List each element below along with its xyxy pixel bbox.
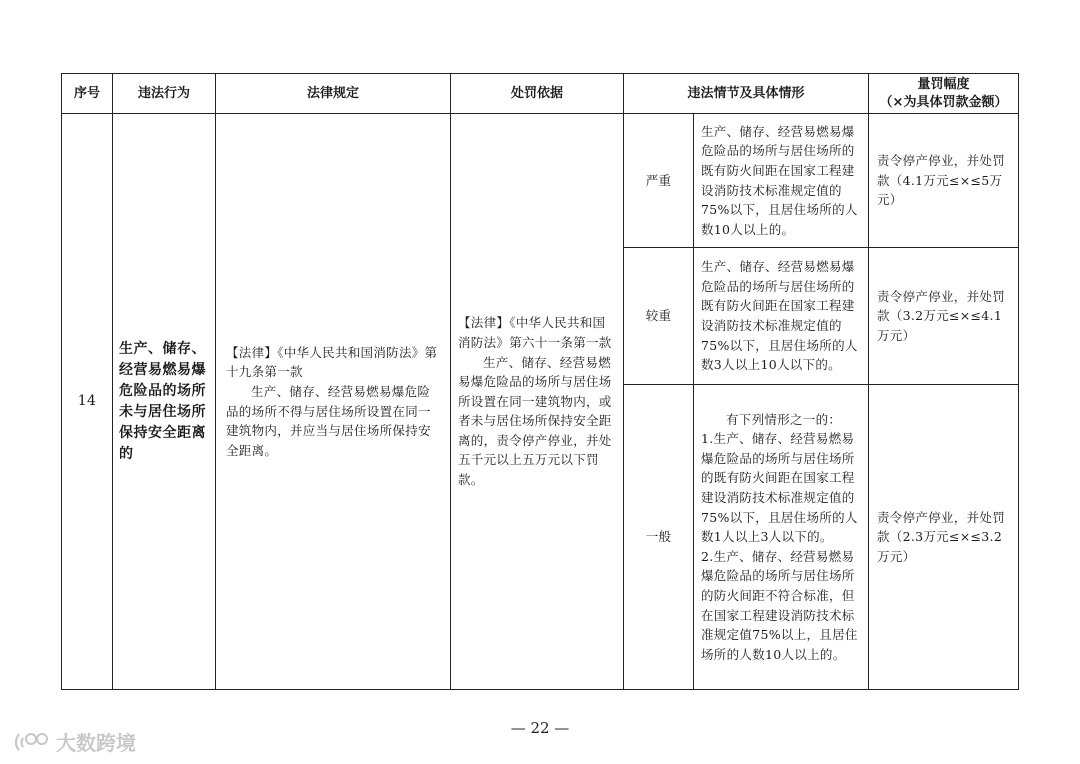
header-basis: 处罚依据 [510,85,563,101]
fine-serious: 责令停产停业，并处罚款（3.2万元≤×≤4.1万元） [877,288,1006,343]
header-circumstances: 违法情节及具体情形 [687,85,805,101]
penalty-table [61,73,1019,690]
detail-general-intro: 有下列情形之一的： [726,411,842,427]
fine-severe: 责令停产停业，并处罚款（4.1万元≤×≤5万元） [877,153,1006,208]
detail-severe: 生产、储存、经营易燃易爆危险品的场所与居住场所的既有防火间距在国家工程建设消防技术标准规定值的75%以下，且居住场所的人数10人以上的。 [701,123,858,237]
header-violation: 违法行为 [137,85,190,101]
header-seq: 序号 [73,85,100,101]
watermark-text: 大数跨境 [56,731,136,755]
law-source: 【法律】《中华人民共和国消防法》第十九条第一款 [226,344,438,380]
detail-general-item-2: 2.生产、储存、经营易燃易爆危险品的场所与居住场所的防火间距不符合标准，但在国家工程建设消防技术标准规定值75%以上，且居住场所的人数10人以上的。 [701,548,858,662]
header-law: 法律规定 [306,85,359,101]
law-text: 生产、储存、经营易燃易爆危险品的场所不得与居住场所设置在同一建筑物内，并应当与居住场所保持安全距离。 [226,383,431,458]
basis-text: 生产、储存、经营易燃易爆危险品的场所与居住场所设置在同一建筑物内，或者未与居住场所保持安全距离的，责令停产停业，并处五千元以上五万元以下罚款。 [458,354,612,488]
row-seq: 14 [77,392,97,409]
row-violation: 生产、储存、经营易燃易爆危险品的场所未与居住场所保持安全距离的 [119,340,206,462]
detail-general-item-1: 1.生产、储存、经营易燃易爆危险品的场所与居住场所的既有防火间距在国家工程建设消防技术标准规定值的75%以下，且居住场所的人数1人以上3人以下的。 [701,431,858,545]
table-border-bottom [61,689,1019,690]
page-number: — 22 — [510,719,570,737]
row-basis [451,114,623,689]
header-fine-range [869,74,1018,113]
watermark [14,727,136,756]
detail-general [694,385,868,689]
level-general: 一般 [645,529,672,545]
table-border-right [1018,73,1019,690]
row-law [216,114,450,689]
logo-icon [14,730,50,754]
level-serious: 较重 [645,308,672,324]
fine-general: 责令停产停业，并处罚款（2.3万元≤×≤3.2万元） [877,509,1006,564]
level-severe: 严重 [645,172,672,188]
header-fine-title: 量罚幅度 [917,76,970,92]
detail-serious: 生产、储存、经营易燃易爆危险品的场所与居住场所的既有防火间距在国家工程建设消防技术标准规定值的75%以下，且居住场所的人数3人以上10人以下的。 [701,259,858,373]
basis-source: 【法律】《中华人民共和国消防法》第六十一条第一款 [458,315,612,350]
header-fine-note: （×为具体罚款金额） [879,94,1008,110]
